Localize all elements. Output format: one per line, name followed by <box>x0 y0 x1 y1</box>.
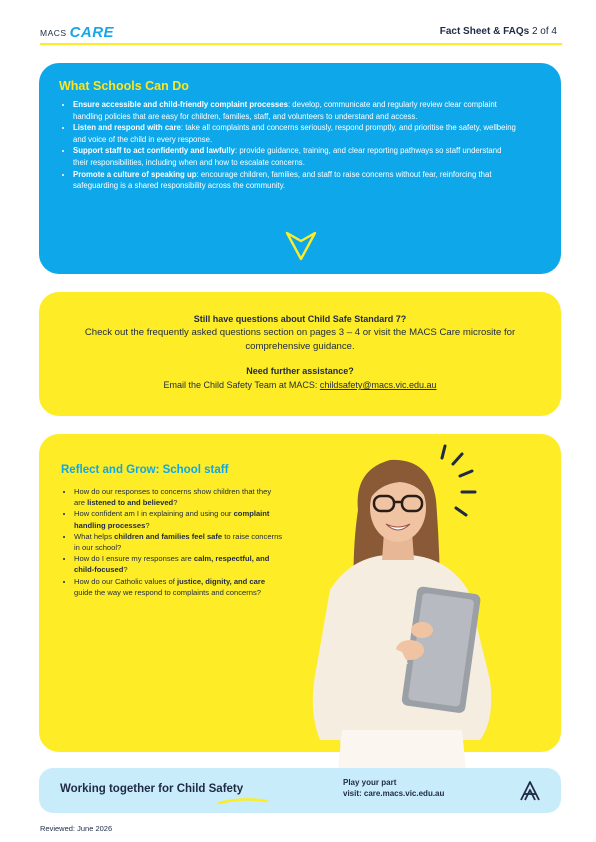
questions-title: Still have questions about Child Safe Standard 7? <box>193 314 407 324</box>
item-text: to raise concerns in our school? <box>74 531 283 553</box>
item-text: ? <box>173 498 178 508</box>
page-indicator <box>440 26 557 37</box>
what-schools-list <box>59 99 518 192</box>
doc-type: Fact Sheet & FAQs <box>439 26 530 37</box>
staff-member-photo <box>290 440 520 770</box>
item-text: How do our Catholic values of <box>74 576 177 586</box>
email-prefix: Email the Child Safety Team at MACS: <box>163 380 320 390</box>
email-link[interactable]: childsafety@macs.vic.edu.au <box>319 380 437 390</box>
macs-care-logo <box>40 24 114 41</box>
questions-body: Check out the frequently asked questions section on pages 3 – 4 or visit the MACS Care microsite for comprehensive guidance. <box>84 327 516 352</box>
item-text: How do our responses to concerns show children that they are <box>74 487 272 508</box>
reflect-list <box>61 486 284 598</box>
assistance-contact <box>39 380 561 390</box>
list-item <box>74 531 284 553</box>
list-item <box>74 576 284 598</box>
item-text: : encourage children, families, and staff to raise concerns without fear, reinforcing that safeguarding is a shared responsibility across the community. <box>73 169 492 191</box>
list-item <box>74 508 284 530</box>
banner-tagline: Working together for Child Safety <box>60 783 244 795</box>
list-item <box>74 553 284 575</box>
list-item <box>73 145 518 168</box>
item-text: : develop, communicate and regularly review clear complaint handling policies that are easy for children, families, staff, and volunteers to understand and access. <box>73 100 497 121</box>
list-item <box>74 486 284 508</box>
reflect-title: Reflect and Grow: School staff <box>61 464 229 476</box>
item-text: ? <box>123 565 128 575</box>
item-text: : take all complaints and concerns seriously, respond promptly, and prioritise the safety, wellbeing and voice of the child in every response. <box>73 123 516 144</box>
item-lead: Promote a culture of speaking up <box>73 169 197 179</box>
item-lead: Ensure accessible and child-friendly complaint processes <box>73 100 288 109</box>
what-schools-can-do-card <box>39 63 561 274</box>
header-divider <box>40 43 562 45</box>
what-schools-title: What Schools Can Do <box>59 79 189 93</box>
swoosh-underline-icon <box>217 797 269 805</box>
visit-link[interactable]: visit: care.macs.vic.edu.au <box>343 789 445 798</box>
item-lead: Listen and respond with care <box>73 123 181 133</box>
reviewed-date: Reviewed: June 2026 <box>40 824 113 833</box>
item-text: : provide guidance, training, and clear reporting pathways so staff understand their responsibilities, including when and how to escalate concerns. <box>73 146 502 167</box>
item-emphasis: calm, respectful, and child-focused <box>74 554 270 575</box>
page-header <box>0 0 596 50</box>
page-number: 2 of 4 <box>531 26 557 37</box>
assistance-title: Need further assistance? <box>246 366 354 376</box>
item-emphasis: children and families feel safe <box>114 531 223 541</box>
logo-prefix: MACS <box>40 27 67 38</box>
item-emphasis: justice, dignity, and care <box>177 576 266 586</box>
logo-brand: CARE <box>69 24 115 41</box>
item-text: guide the way we respond to complaints and concerns? <box>74 587 262 597</box>
footer-banner <box>39 768 561 813</box>
questions-card <box>39 292 561 416</box>
list-item <box>73 122 518 145</box>
item-text: ? <box>145 520 150 530</box>
item-emphasis: listened to and believed <box>87 498 174 508</box>
sparkle-icon <box>442 446 475 515</box>
item-lead: Support staff to act confidently and lawfully <box>73 146 236 156</box>
list-item <box>73 99 518 122</box>
item-text: How do I ensure my responses are <box>74 554 194 564</box>
play-line: Play your part <box>343 778 397 787</box>
macs-emblem-icon <box>517 778 543 804</box>
banner-cta <box>343 777 444 799</box>
item-text: How confident am I in explaining and using our <box>74 509 234 519</box>
item-text: What helps <box>74 531 115 541</box>
list-item <box>73 169 518 192</box>
chevron-down-icon <box>284 229 318 263</box>
item-emphasis: complaint handling processes <box>74 509 270 530</box>
